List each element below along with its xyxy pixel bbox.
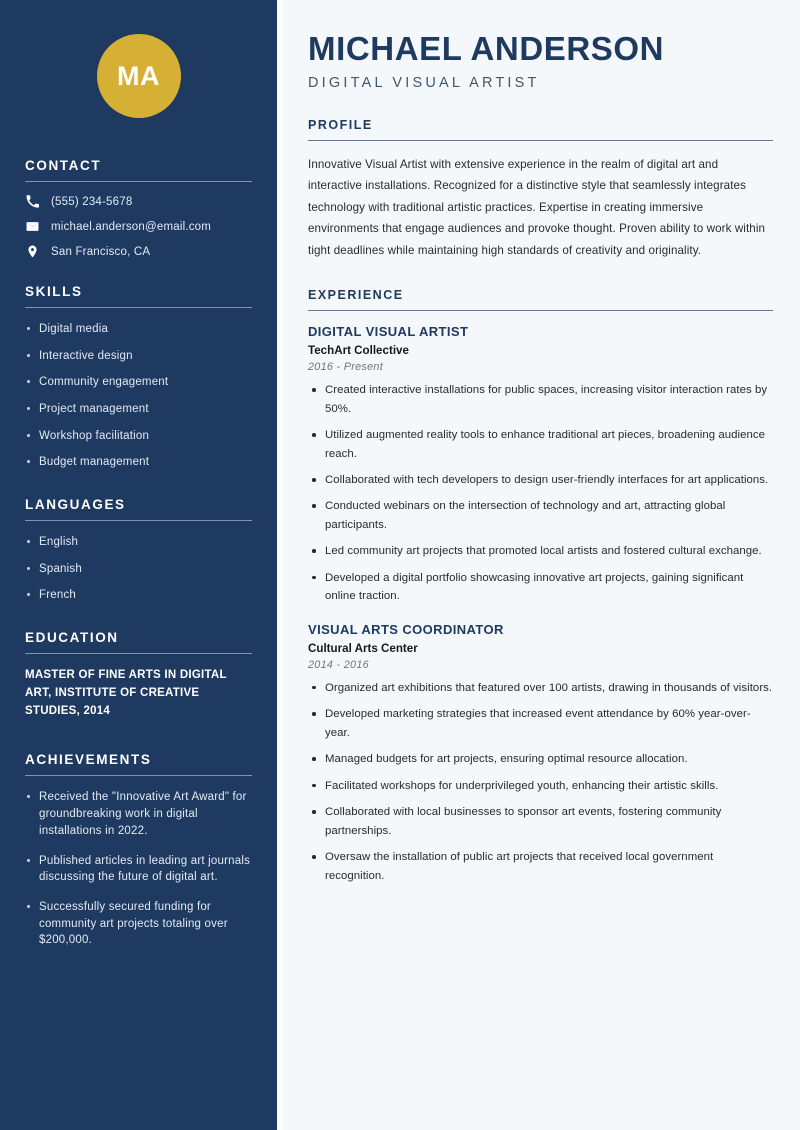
experience-bullets	[308, 381, 773, 606]
list-item: Managed budgets for art projects, ensuring optimal resource allocation.	[308, 750, 773, 768]
profile-heading: PROFILE	[308, 117, 373, 132]
experience-heading: EXPERIENCE	[308, 288, 404, 303]
achievements-heading: ACHIEVEMENTS	[25, 752, 152, 768]
page-title: MICHAEL ANDERSON	[308, 30, 665, 67]
experience-entry	[308, 622, 773, 885]
list-item: Published articles in leading art journals discussing the future of digital art.	[25, 853, 252, 886]
job-role-subtitle: DIGITAL VISUAL ARTIST	[308, 74, 540, 91]
list-item: Led community art projects that promoted local artists and fostered cultural exchange.	[308, 542, 773, 560]
contact-location-row[interactable]	[25, 245, 252, 258]
list-item: Digital media	[25, 321, 252, 338]
list-item: Utilized augmented reality tools to enhance traditional art pieces, broadening audience reach.	[308, 426, 773, 463]
list-item: Created interactive installations for public spaces, increasing visitor interaction rates by 50%.	[308, 381, 773, 418]
main-section-profile	[308, 118, 773, 261]
sidebar-section-languages	[25, 497, 252, 604]
sidebar-section-contact	[25, 158, 252, 258]
skills-divider	[25, 307, 252, 308]
contact-location-value: San Francisco, CA	[51, 245, 151, 258]
list-item: Oversaw the installation of public art projects that received local government recognition.	[308, 848, 773, 885]
experience-bullets	[308, 679, 773, 885]
list-item: French	[25, 587, 252, 604]
contact-email-value: michael.anderson@email.com	[51, 220, 212, 233]
experience-entry	[308, 324, 773, 606]
contact-email-row[interactable]	[25, 220, 252, 233]
list-item: Workshop facilitation	[25, 428, 252, 445]
list-item: Received the "Innovative Art Award" for groundbreaking work in digital installations in 2022.	[25, 789, 252, 839]
map-pin-icon	[25, 245, 39, 258]
skills-heading: SKILLS	[25, 284, 83, 299]
list-item: Developed a digital portfolio showcasing innovative art projects, gaining significant online traction.	[308, 569, 773, 606]
contact-phone-value: (555) 234-5678	[51, 195, 133, 208]
skills-list	[25, 321, 252, 471]
sidebar	[0, 0, 277, 1130]
phone-icon	[25, 195, 39, 208]
profile-divider	[308, 140, 773, 141]
experience-job-title: VISUAL ARTS COORDINATOR	[308, 621, 504, 637]
main-content	[283, 0, 800, 1130]
contact-phone-row[interactable]	[25, 195, 252, 208]
list-item: Successfully secured funding for community art projects totaling over $200,000.	[25, 899, 252, 949]
list-item: Community engagement	[25, 374, 252, 391]
sidebar-section-skills	[25, 284, 252, 471]
list-item: Developed marketing strategies that increased event attendance by 60% year-over-year.	[308, 705, 773, 742]
list-item: Conducted webinars on the intersection of technology and art, attracting global participants.	[308, 497, 773, 534]
list-item: Budget management	[25, 454, 252, 471]
contact-divider	[25, 181, 252, 182]
envelope-icon	[25, 220, 39, 233]
sidebar-section-achievements	[25, 752, 252, 948]
list-item: Interactive design	[25, 348, 252, 365]
achievements-list	[25, 789, 252, 948]
profile-text: Innovative Visual Artist with extensive experience in the realm of digital art and interactive installations. Recognized for a distinctive style that seamlessly integrates technology with traditional artistic practices. Expertise in creating immersive environments that engage audiences and provoke thought. Proven ability to work within tight deadlines while maintaining high standards of creativity and originality.	[308, 157, 766, 257]
experience-company: Cultural Arts Center	[308, 641, 418, 655]
list-item: Organized art exhibitions that featured over 100 artists, drawing in thousands of visitors.	[308, 679, 773, 697]
sidebar-section-education	[25, 630, 252, 720]
list-item: Collaborated with tech developers to design user-friendly interfaces for art applications.	[308, 471, 773, 489]
avatar: MA	[97, 34, 181, 118]
education-entry: MASTER OF FINE ARTS IN DIGITAL ART, INSTITUTE OF CREATIVE STUDIES, 2014	[25, 669, 227, 717]
languages-heading: LANGUAGES	[25, 497, 126, 513]
experience-dates: 2014 - 2016	[308, 658, 369, 671]
avatar-container	[25, 0, 252, 158]
contact-heading: CONTACT	[25, 158, 102, 173]
experience-dates: 2016 - Present	[308, 361, 384, 374]
main-section-experience	[308, 288, 773, 885]
experience-divider	[308, 310, 773, 311]
list-item: Facilitated workshops for underprivileged youth, enhancing their artistic skills.	[308, 777, 773, 795]
achievements-divider	[25, 775, 252, 776]
list-item: Project management	[25, 401, 252, 418]
experience-job-title: DIGITAL VISUAL ARTIST	[308, 324, 469, 340]
languages-list	[25, 534, 252, 604]
list-item: English	[25, 534, 252, 551]
list-item: Spanish	[25, 561, 252, 578]
education-divider	[25, 653, 252, 654]
list-item: Collaborated with local businesses to sponsor art events, fostering community partnerships.	[308, 803, 773, 840]
languages-divider	[25, 520, 252, 521]
education-heading: EDUCATION	[25, 630, 119, 646]
experience-company: TechArt Collective	[308, 344, 409, 358]
